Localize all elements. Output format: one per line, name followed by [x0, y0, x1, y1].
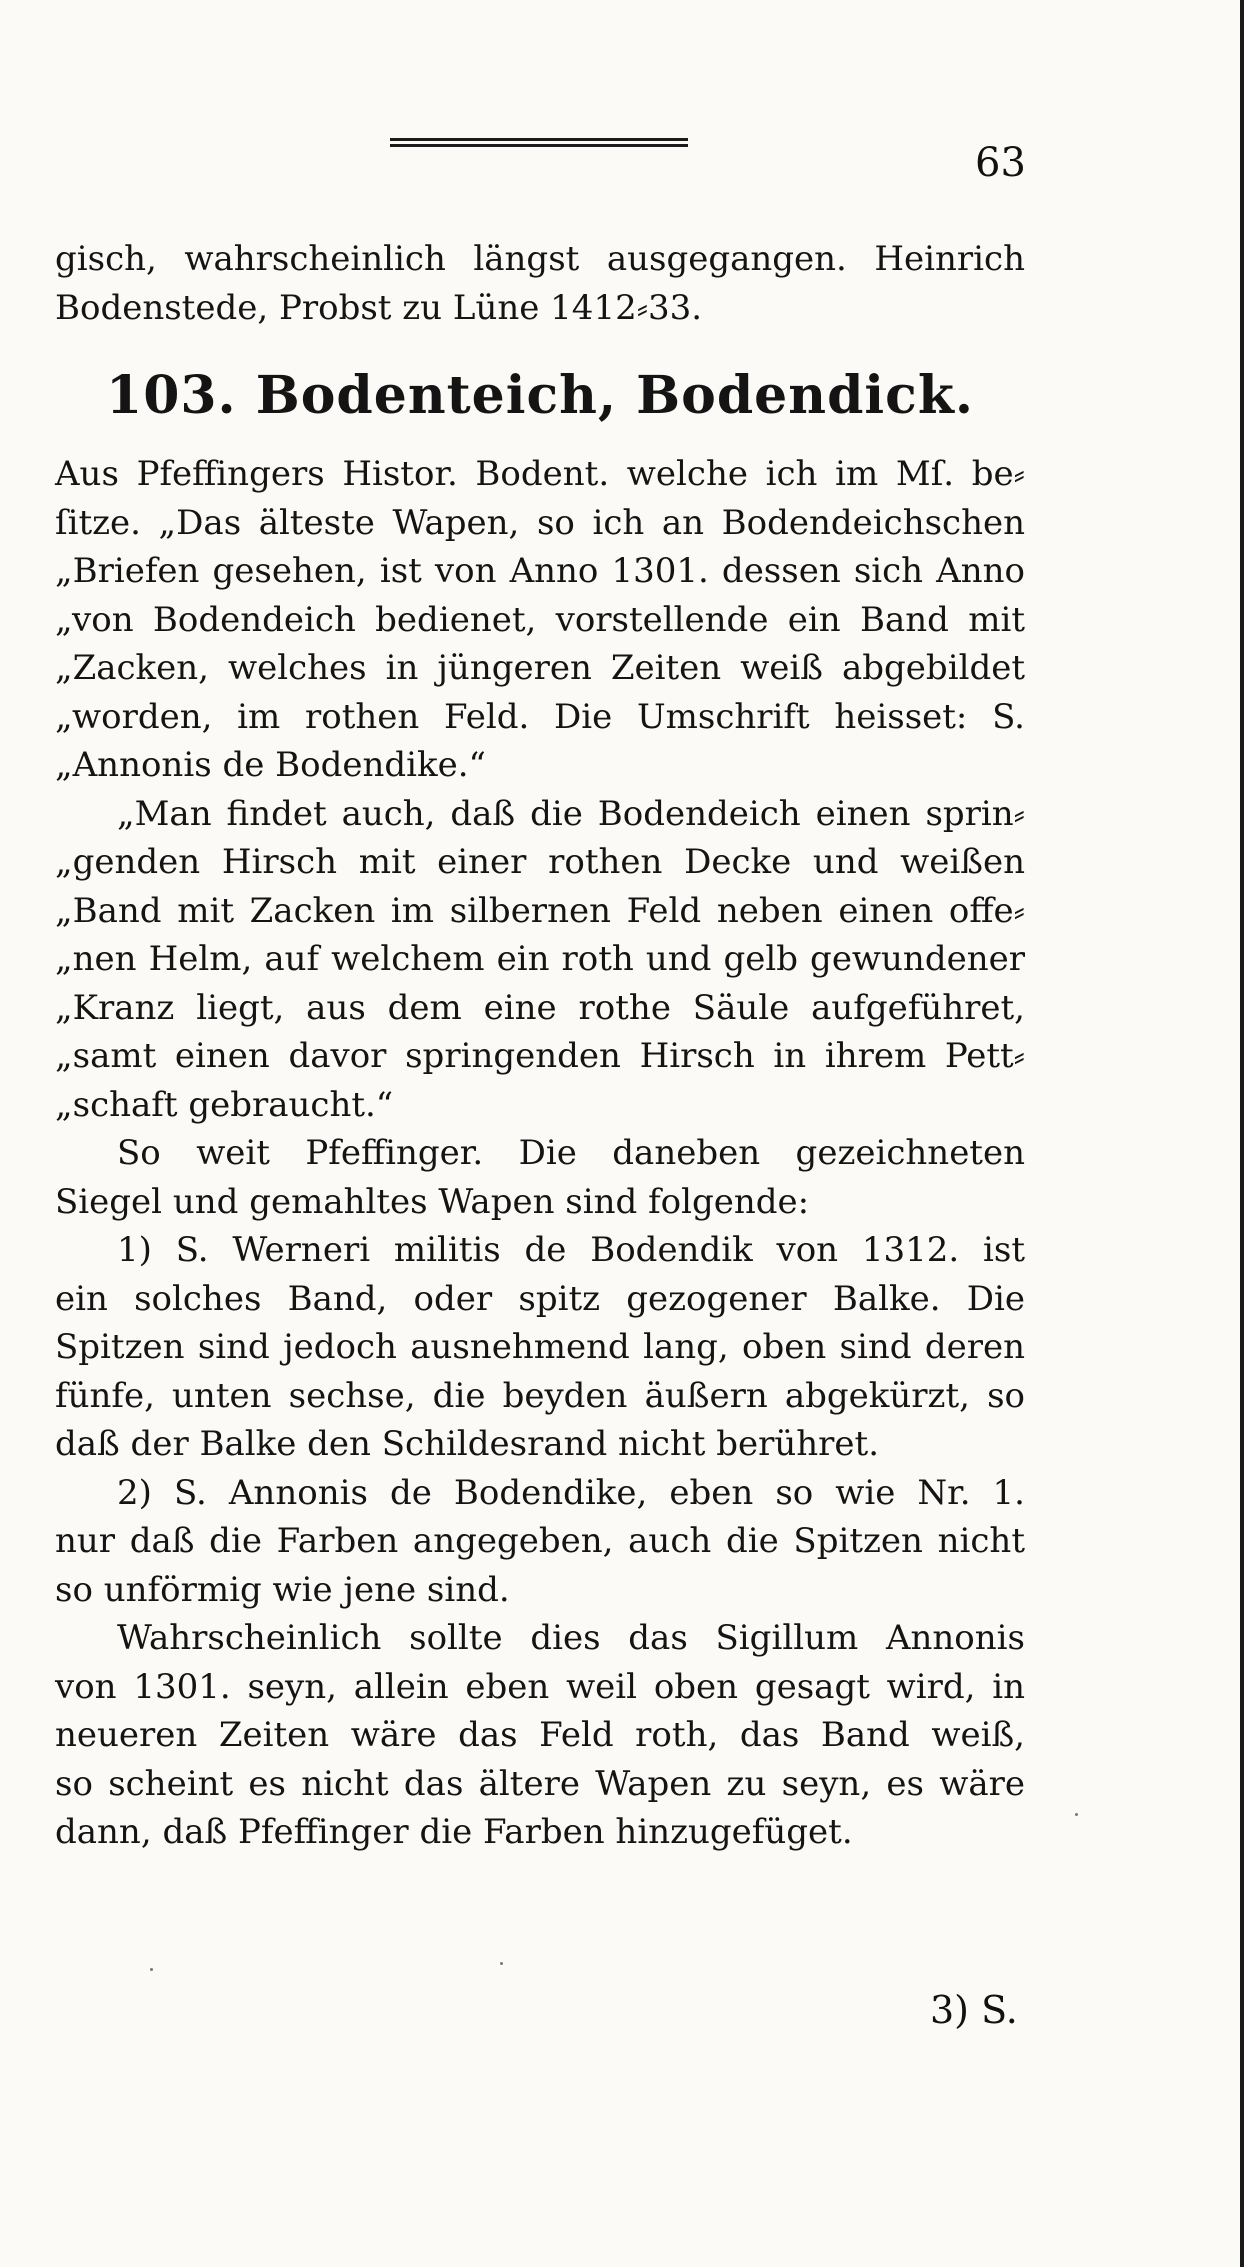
- catchword: 3) S.: [930, 1988, 1018, 2032]
- text-line: fünfe, unten sechse, die beyden äußern abgekürzt, so: [55, 1375, 1025, 1416]
- text-line: So weit Pfeffinger. Die daneben gezeichneten: [117, 1133, 1025, 1173]
- paragraph-2: [55, 790, 1025, 1130]
- text-line: Wahrscheinlich sollte dies das Sigillum Annonis: [117, 1618, 1025, 1658]
- text-line: „Band mit Zacken im silbernen Feld neben einen offe⸗: [55, 890, 1025, 931]
- intro-paragraph: [55, 235, 1025, 332]
- text-line: 1) S. Werneri militis de Bodendik von 1312. ist: [117, 1230, 1025, 1270]
- print-speck: [1075, 1813, 1078, 1816]
- text-line: Aus Pfeffingers Histor. Bodent. welche ich im Mſ. be⸗: [55, 454, 1025, 494]
- text-line: „nen Helm, auf welchem ein roth und gelb gewundener: [55, 939, 1025, 979]
- paragraph-1: [55, 450, 1025, 790]
- text-line: Spitzen sind jedoch ausnehmend lang, oben sind deren: [55, 1327, 1025, 1367]
- text-line: gisch, wahrscheinlich längst ausgegangen. Heinrich: [55, 239, 1025, 279]
- text-line: „worden, im rothen Feld. Die Umschrift heisset: S.: [55, 696, 1025, 737]
- text-line: nur daß die Farben angegeben, auch die Spitzen nicht: [55, 1521, 1025, 1561]
- text-line: von 1301. seyn, allein eben weil oben gesagt wird, in: [55, 1666, 1025, 1707]
- text-line: „Kranz liegt, aus dem eine rothe Säule aufgeführet,: [55, 987, 1025, 1028]
- text-line: dann, daß Pfeffinger die Farben hinzugefüget.: [55, 1812, 853, 1852]
- text-line: ſitze. „Das älteste Wapen, so ich an Bodendeichschen: [55, 502, 1025, 543]
- paragraph-3: [55, 1129, 1025, 1226]
- text-line: „Man findet auch, daß die Bodendeich einen sprin⸗: [117, 793, 1025, 834]
- paragraph-5: [55, 1469, 1025, 1615]
- text-line: „genden Hirsch mit einer rothen Decke und weißen: [55, 842, 1025, 882]
- text-line: ein solches Band, oder spitz gezogener Balke. Die: [55, 1278, 1025, 1319]
- print-speck: [500, 1962, 503, 1965]
- text-line: so unförmig wie jene sind.: [55, 1569, 510, 1610]
- text-line: „Annonis de Bodendike.“: [55, 745, 486, 785]
- text-line: „Briefen gesehen, ist von Anno 1301. dessen sich Anno: [55, 551, 1025, 591]
- paragraph-6: [55, 1614, 1025, 1857]
- text-line: „Zacken, welches in jüngeren Zeiten weiß abgebildet: [55, 648, 1025, 688]
- header-rule: [390, 138, 688, 152]
- text-line: „von Bodendeich bedienet, vorstellende ein Band mit: [55, 599, 1025, 640]
- text-line: „schaft gebraucht.“: [55, 1084, 394, 1125]
- text-line: „samt einen davor springenden Hirsch in ihrem Pett⸗: [55, 1036, 1025, 1076]
- text-line: neueren Zeiten wäre das Feld roth, das Band weiß,: [55, 1715, 1025, 1755]
- text-line: daß der Balke den Schildesrand nicht berühret.: [55, 1424, 880, 1464]
- text-line: 2) S. Annonis de Bodendike, eben so wie Nr. 1.: [117, 1472, 1025, 1513]
- section-heading: 103. Bodenteich, Bodendick.: [106, 365, 974, 426]
- page-number: 63: [975, 140, 1026, 186]
- page-body: [55, 235, 1025, 1857]
- scan-margin: [1244, 0, 1259, 2267]
- text-line: so scheint es nicht das ältere Wapen zu seyn, es wäre: [55, 1763, 1025, 1804]
- print-speck: [150, 1968, 153, 1971]
- paragraph-4: [55, 1226, 1025, 1469]
- text-line: Bodenstede, Probst zu Lüne 1412⸗33.: [55, 287, 703, 328]
- text-line: Siegel und gemahltes Wapen sind folgende:: [55, 1181, 810, 1222]
